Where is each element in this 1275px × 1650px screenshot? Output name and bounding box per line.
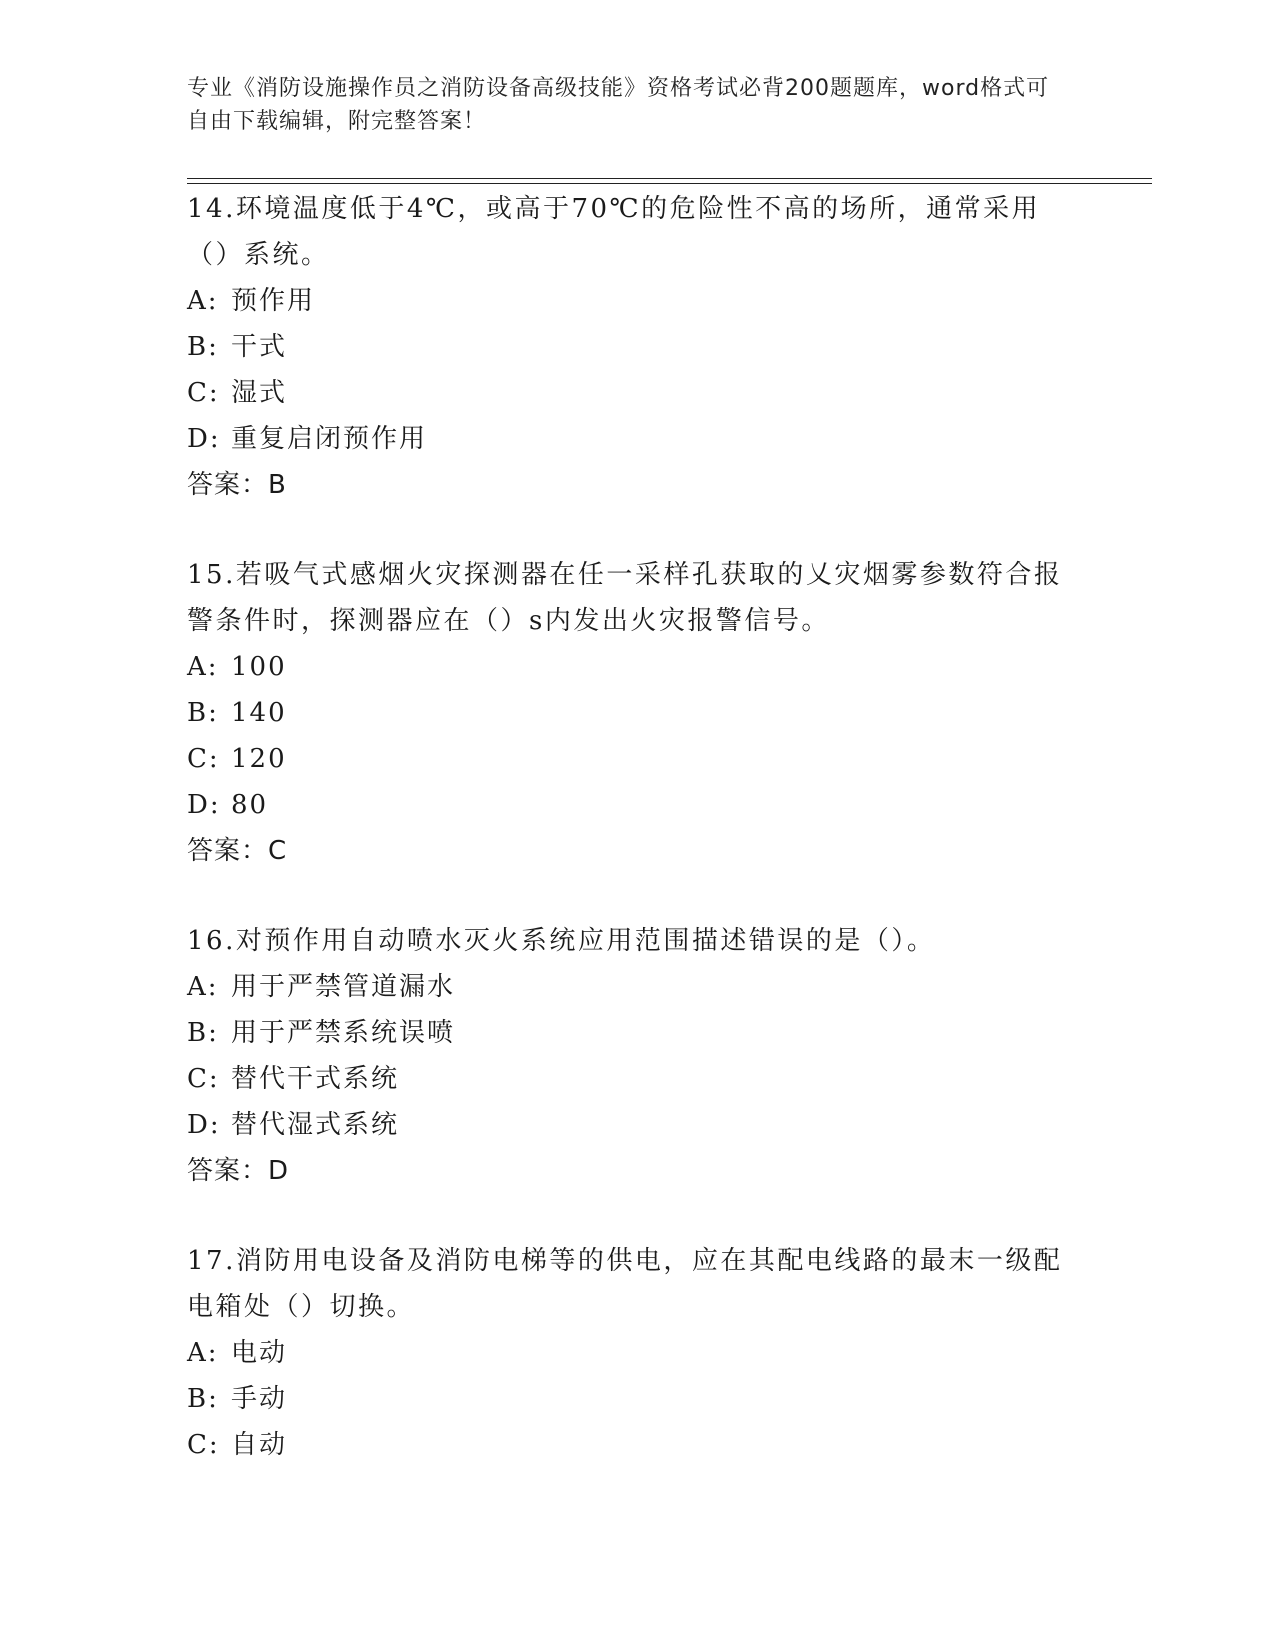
option-d <box>187 1102 1077 1148</box>
answer-line: 答案：D <box>187 1156 290 1186</box>
answer-line: 答案：C <box>187 836 288 866</box>
option-text: 80 <box>231 790 269 820</box>
option-letter: B: <box>187 698 219 728</box>
option-letter: C: <box>187 378 220 408</box>
question-17 <box>187 1238 1077 1468</box>
option-text: 用于严禁系统误喷 <box>231 1018 456 1048</box>
option-d <box>187 782 1077 828</box>
option-letter: A: <box>187 1338 219 1368</box>
option-letter: A: <box>187 972 219 1002</box>
option-a <box>187 964 1077 1010</box>
option-letter: A: <box>187 286 219 316</box>
question-list <box>187 186 1077 1468</box>
question-text: 16.对预作用自动喷水灭火系统应用范围描述错误的是（）。 <box>187 926 936 956</box>
question-text: 17.消防用电设备及消防电梯等的供电，应在其配电线路的最末一级配电箱处（）切换。 <box>187 1246 1063 1322</box>
document-header: 专业《消防设施操作员之消防设备高级技能》资格考试必背200题题库，word格式可自由下载编辑，附完整答案！ <box>187 76 1050 134</box>
option-c <box>187 1422 1077 1468</box>
option-a <box>187 278 1077 324</box>
option-text: 用于严禁管道漏水 <box>231 972 456 1002</box>
option-d <box>187 416 1077 462</box>
option-letter: D: <box>187 424 221 454</box>
option-a <box>187 1330 1077 1376</box>
header-rule-bottom <box>187 183 1152 184</box>
option-letter: B: <box>187 1018 219 1048</box>
option-b <box>187 1010 1077 1056</box>
option-text: 手动 <box>231 1384 288 1414</box>
option-text: 替代湿式系统 <box>231 1110 400 1140</box>
option-c <box>187 736 1077 782</box>
option-c <box>187 1056 1077 1102</box>
option-letter: D: <box>187 790 221 820</box>
option-text: 140 <box>231 698 287 728</box>
option-letter: B: <box>187 332 219 362</box>
option-text: 干式 <box>231 332 288 362</box>
option-text: 预作用 <box>231 286 316 316</box>
question-text: 15.若吸气式感烟火灾探测器在任一采样孔获取的乂灾烟雾参数符合报警条件时，探测器应在（）s内发出火灾报警信号。 <box>187 560 1063 636</box>
option-text: 120 <box>231 744 287 774</box>
answer-line: 答案：B <box>187 470 287 500</box>
option-letter: B: <box>187 1384 219 1414</box>
option-text: 替代干式系统 <box>231 1064 400 1094</box>
question-16 <box>187 918 1077 1194</box>
option-b <box>187 690 1077 736</box>
option-letter: A: <box>187 652 219 682</box>
question-15 <box>187 552 1077 874</box>
option-b <box>187 324 1077 370</box>
question-14 <box>187 186 1077 508</box>
option-letter: C: <box>187 1430 220 1460</box>
option-text: 电动 <box>231 1338 288 1368</box>
option-letter: C: <box>187 1064 220 1094</box>
option-c <box>187 370 1077 416</box>
option-text: 重复启闭预作用 <box>231 424 428 454</box>
option-a <box>187 644 1077 690</box>
option-text: 自动 <box>231 1430 288 1460</box>
option-text: 湿式 <box>231 378 288 408</box>
option-b <box>187 1376 1077 1422</box>
option-letter: D: <box>187 1110 221 1140</box>
option-letter: C: <box>187 744 220 774</box>
question-text: 14.环境温度低于4℃，或高于70℃的危险性不高的场所，通常采用（）系统。 <box>187 194 1041 270</box>
option-text: 100 <box>231 652 287 682</box>
header-rule-top <box>187 178 1152 179</box>
